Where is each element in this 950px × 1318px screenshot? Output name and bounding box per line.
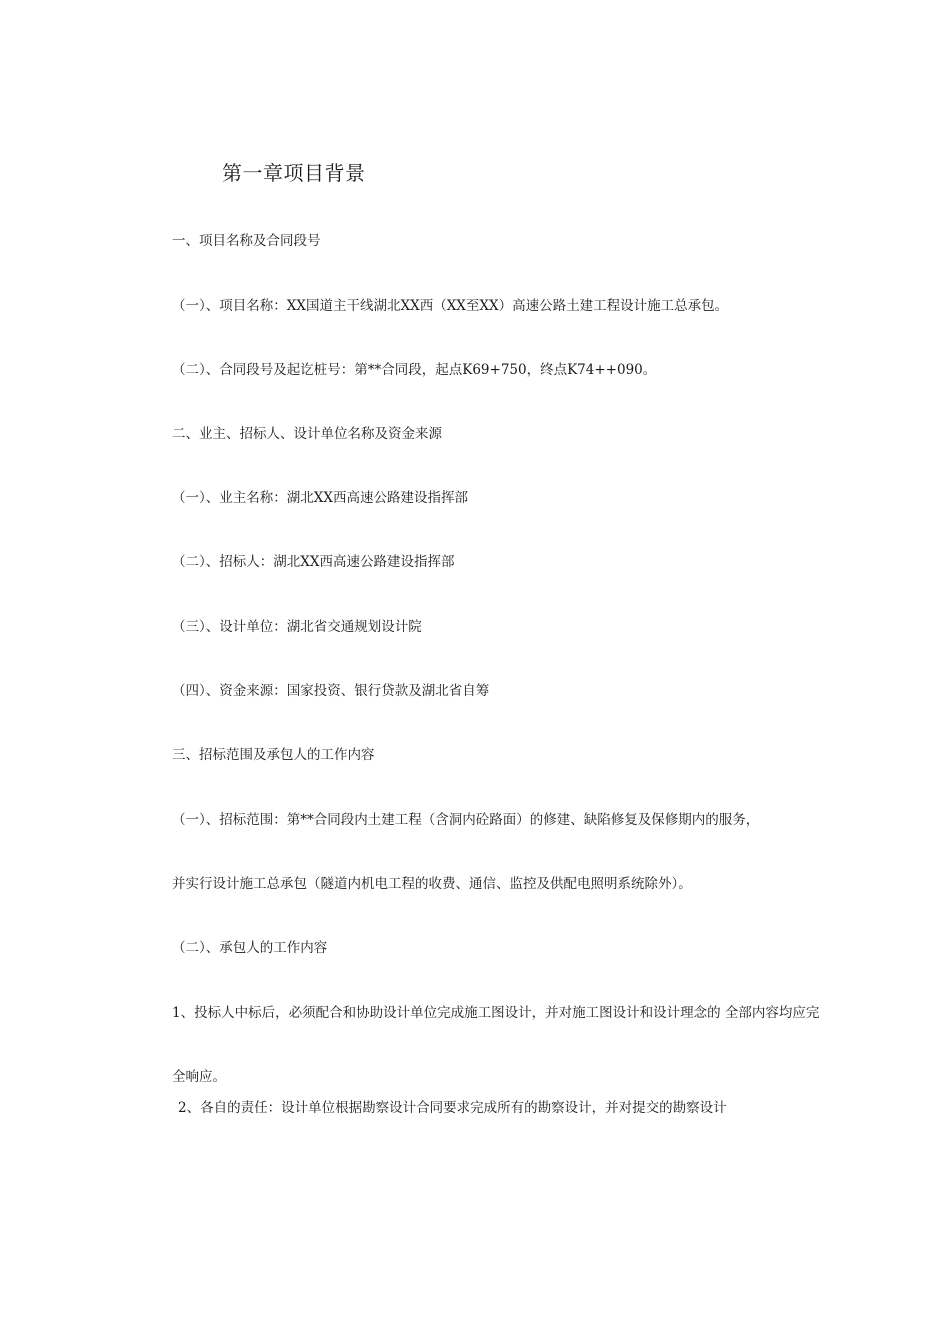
paragraph-tender-scope-cont: 并实行设计施工总承包（隧道内机电工程的收费、通信、监控及供配电照明系统除外）。 bbox=[172, 876, 692, 892]
chapter-title: 第一章项目背景 bbox=[222, 161, 366, 185]
paragraph-tenderer: （二）、招标人：湖北XX西高速公路建设指挥部 bbox=[172, 554, 455, 570]
paragraph-project-name: （一）、项目名称：XX国道主干线湖北XX西（XX至XX）高速公路土建工程设计施工总承包。 bbox=[172, 298, 729, 314]
paragraph-owner: （一）、业主名称：湖北XX西高速公路建设指挥部 bbox=[172, 490, 468, 506]
paragraph-item-1-cont: 全响应。 bbox=[172, 1069, 226, 1085]
section-heading-2: 二、业主、招标人、设计单位名称及资金来源 bbox=[172, 426, 442, 442]
paragraph-item-1: 1、投标人中标后，必须配合和协助设计单位完成施工图设计，并对施工图设计和设计理念的 全部内容均应完 bbox=[172, 1005, 820, 1021]
paragraph-contractor-work: （二）、承包人的工作内容 bbox=[172, 940, 328, 956]
section-heading-1: 一、项目名称及合同段号 bbox=[172, 233, 321, 249]
paragraph-item-2: 2、各自的责任：设计单位根据勘察设计合同要求完成所有的勘察设计，并对提交的勘察设计 bbox=[178, 1100, 727, 1116]
section-heading-3: 三、招标范围及承包人的工作内容 bbox=[172, 747, 375, 763]
paragraph-tender-scope: （一）、招标范围：第**合同段内土建工程（含洞内砼路面）的修建、缺陷修复及保修期内的服务， bbox=[172, 812, 760, 828]
paragraph-design-unit: （三）、设计单位：湖北省交通规划设计院 bbox=[172, 619, 422, 635]
paragraph-funding: （四）、资金来源：国家投资、银行贷款及湖北省自筹 bbox=[172, 683, 490, 699]
paragraph-contract-section: （二）、合同段号及起讫桩号：第**合同段，起点K69+750，终点K74++090。 bbox=[172, 362, 657, 378]
